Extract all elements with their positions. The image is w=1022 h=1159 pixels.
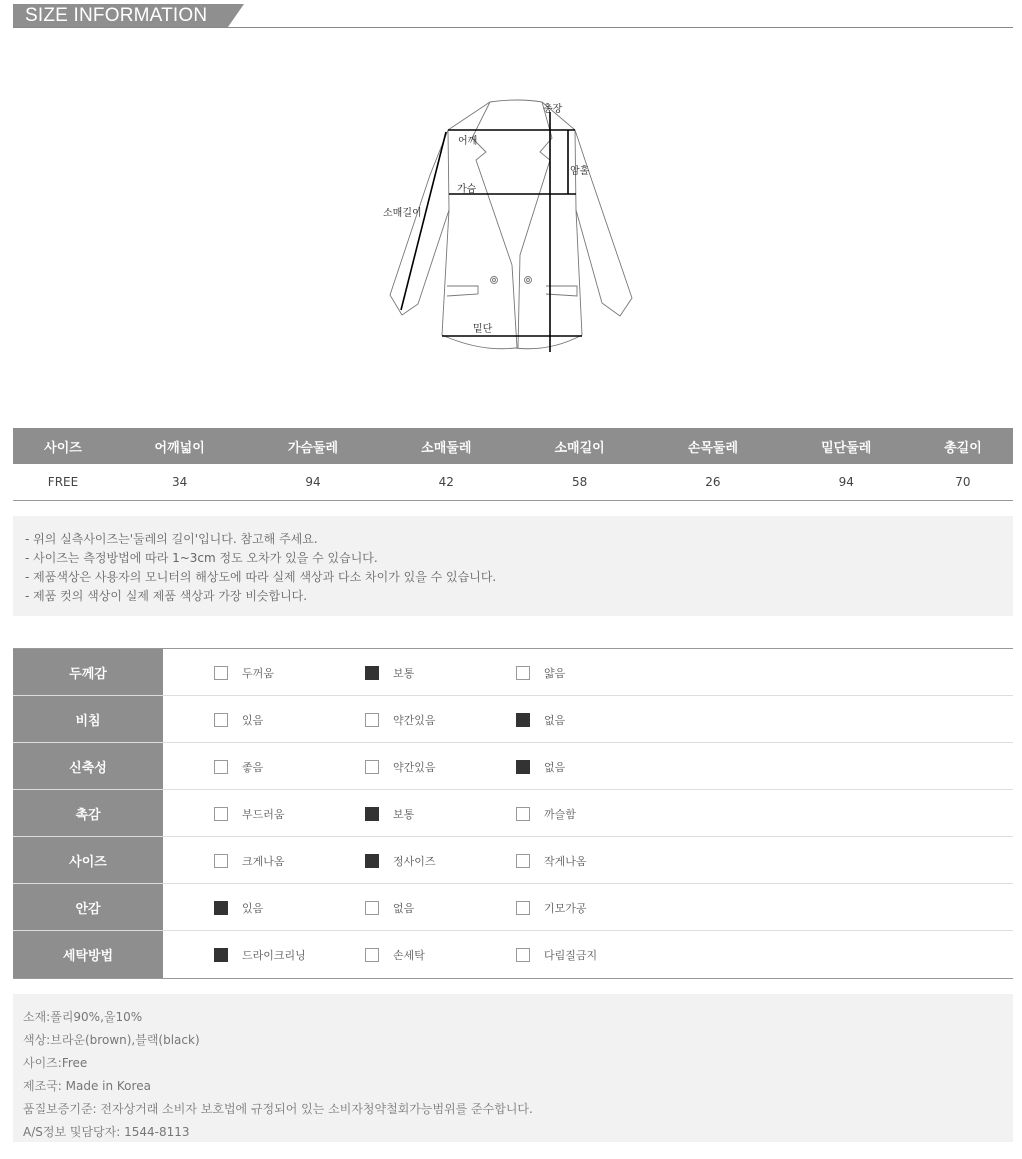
cell-sleeve-circ: 42 — [380, 464, 513, 500]
checkbox-checked[interactable] — [516, 713, 530, 727]
label-total-length: 총장 — [543, 104, 563, 115]
cell-size: FREE — [13, 464, 113, 500]
option: 두꺼움 — [214, 665, 274, 681]
info-origin: 제조국: Made in Korea — [23, 1079, 151, 1093]
cell-sleeve-length: 58 — [513, 464, 646, 500]
option: 부드러움 — [214, 806, 285, 822]
fabric-properties-table — [13, 648, 1013, 979]
checkbox[interactable] — [516, 807, 530, 821]
property-row-lining — [13, 884, 1013, 931]
option: 기모가공 — [516, 900, 587, 916]
option: 드라이크리닝 — [214, 947, 306, 963]
option: 약간있음 — [365, 712, 436, 728]
property-row-thickness — [13, 649, 1013, 696]
size-table — [13, 428, 1013, 501]
section-title-tab-edge — [228, 4, 244, 27]
table-row — [13, 464, 1013, 500]
info-warranty: 품질보증기준: 전자상거래 소비자 보호법에 규정되어 있는 소비자청약철회가능범위를 준수합니다. — [23, 1102, 533, 1116]
checkbox[interactable] — [214, 854, 228, 868]
option: 정사이즈 — [365, 853, 436, 869]
info-as-contact: A/S정보 및담당자: 1544-8113 — [23, 1125, 190, 1139]
checkbox[interactable] — [516, 666, 530, 680]
property-row-texture — [13, 790, 1013, 837]
note-line: - 제품 컷의 색상이 실제 제품 색상과 가장 비슷합니다. — [25, 589, 308, 603]
checkbox[interactable] — [214, 666, 228, 680]
option: 보통 — [365, 665, 414, 681]
option: 보통 — [365, 806, 414, 822]
checkbox[interactable] — [516, 854, 530, 868]
size-notes — [13, 516, 1013, 616]
cell-chest: 94 — [246, 464, 379, 500]
cell-total-length: 70 — [913, 464, 1013, 500]
info-size: 사이즈:Free — [23, 1056, 88, 1070]
option: 작게나옴 — [516, 853, 587, 869]
property-row-stretch — [13, 743, 1013, 790]
checkbox-checked[interactable] — [214, 901, 228, 915]
label-shoulder: 어깨 — [458, 136, 478, 147]
label-armhole: 암홀 — [570, 166, 590, 177]
option: 있음 — [214, 712, 263, 728]
checkbox-checked[interactable] — [214, 948, 228, 962]
section-title: SIZE INFORMATION — [13, 4, 228, 27]
property-label: 신축성 — [13, 743, 163, 789]
property-row-washing — [13, 931, 1013, 978]
checkbox-checked[interactable] — [365, 807, 379, 821]
property-label: 사이즈 — [13, 837, 163, 883]
option: 얇음 — [516, 665, 565, 681]
property-label: 두께감 — [13, 649, 163, 695]
property-label: 안감 — [13, 884, 163, 930]
section-header — [13, 4, 1013, 28]
col-header-sleeve-length: 소매길이 — [513, 428, 646, 464]
checkbox[interactable] — [214, 807, 228, 821]
label-hem: 밑단 — [473, 324, 493, 335]
checkbox[interactable] — [365, 713, 379, 727]
label-chest: 가슴 — [457, 184, 477, 195]
property-label: 촉감 — [13, 790, 163, 836]
checkbox[interactable] — [516, 948, 530, 962]
cell-wrist: 26 — [646, 464, 779, 500]
info-color: 색상:브라운(brown),블랙(black) — [23, 1033, 200, 1047]
col-header-sleeve-circ: 소매둘레 — [380, 428, 513, 464]
property-row-fit — [13, 837, 1013, 884]
property-label: 비침 — [13, 696, 163, 742]
label-sleeve-length: 소매길이 — [383, 208, 422, 219]
option: 약간있음 — [365, 759, 436, 775]
product-info-box — [13, 994, 1013, 1142]
checkbox[interactable] — [214, 760, 228, 774]
property-row-sheerness — [13, 696, 1013, 743]
note-line: - 위의 실측사이즈는'둘레의 길이'입니다. 참고해 주세요. — [25, 532, 318, 546]
cell-shoulder: 34 — [113, 464, 246, 500]
option: 있음 — [214, 900, 263, 916]
col-header-size: 사이즈 — [13, 428, 113, 464]
size-table-header-row — [13, 428, 1013, 464]
option: 손세탁 — [365, 947, 425, 963]
checkbox-checked[interactable] — [365, 854, 379, 868]
option: 크게나옴 — [214, 853, 285, 869]
checkbox[interactable] — [365, 760, 379, 774]
col-header-shoulder: 어깨넓이 — [113, 428, 246, 464]
col-header-hem: 밑단둘레 — [780, 428, 913, 464]
checkbox-checked[interactable] — [365, 666, 379, 680]
checkbox-checked[interactable] — [516, 760, 530, 774]
col-header-wrist: 손목둘레 — [646, 428, 779, 464]
info-material: 소재:폴리90%,울10% — [23, 1010, 143, 1024]
option: 다림질금지 — [516, 947, 597, 963]
option: 좋음 — [214, 759, 263, 775]
checkbox[interactable] — [516, 901, 530, 915]
option: 없음 — [365, 900, 414, 916]
option: 없음 — [516, 712, 565, 728]
property-label: 세탁방법 — [13, 931, 163, 978]
jacket-measurement-diagram — [370, 90, 660, 365]
option: 없음 — [516, 759, 565, 775]
option: 까슬함 — [516, 806, 576, 822]
checkbox[interactable] — [365, 901, 379, 915]
note-line: - 사이즈는 측정방법에 따라 1~3cm 정도 오차가 있을 수 있습니다. — [25, 551, 378, 565]
jacket-illustration — [370, 90, 660, 365]
checkbox[interactable] — [214, 713, 228, 727]
checkbox[interactable] — [365, 948, 379, 962]
col-header-total-length: 총길이 — [913, 428, 1013, 464]
col-header-chest: 가슴둘레 — [246, 428, 379, 464]
cell-hem: 94 — [780, 464, 913, 500]
note-line: - 제품색상은 사용자의 모니터의 해상도에 따라 실제 색상과 다소 차이가 있을 수 있습니다. — [25, 570, 497, 584]
